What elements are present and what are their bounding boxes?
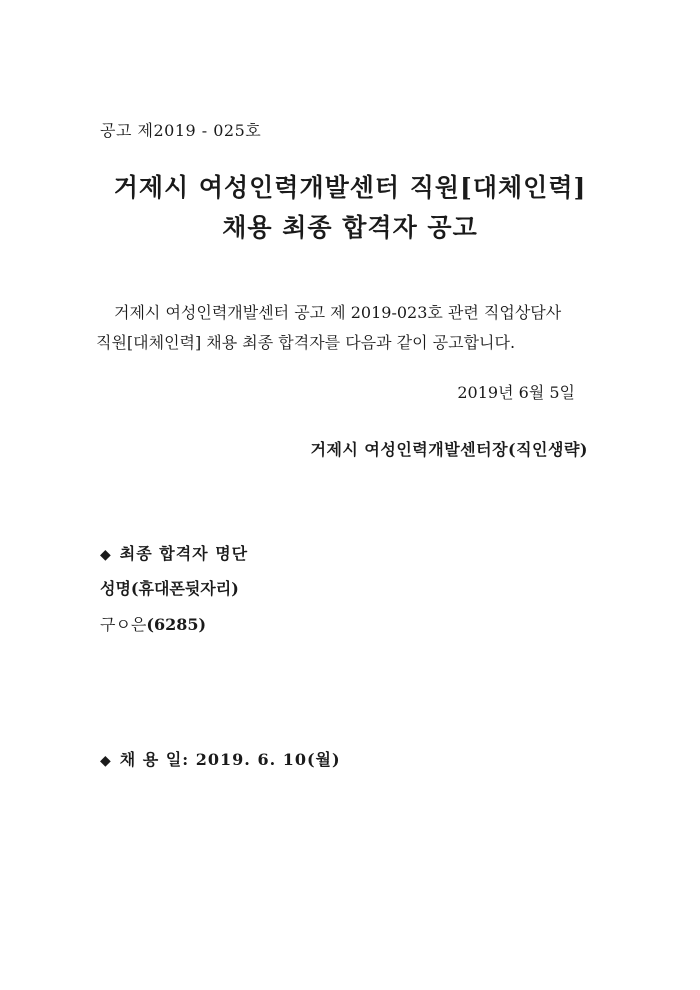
- notice-number: 공고 제2019 - 025호: [100, 121, 262, 140]
- column-label: 성명(휴대폰뒷자리): [100, 579, 239, 598]
- entry-name: 구ㅇ은: [100, 615, 147, 634]
- hire-date-heading: [100, 747, 341, 770]
- body-line-2: 직원[대체인력] 채용 최종 합격자를 다음과 같이 공고합니다.: [96, 333, 516, 352]
- diamond-bullet-icon: ◆: [100, 547, 112, 563]
- title-line-2: 채용 최종 합격자 공고: [222, 213, 478, 242]
- final-list-heading-text: 최종 합격자 명단: [119, 544, 249, 563]
- hire-date-text: 채 용 일: 2019. 6. 10(월): [119, 750, 341, 769]
- announcement-body: [96, 298, 616, 358]
- body-line-1: 거제시 여성인력개발센터 공고 제 2019-023호 관련 직업상담사: [114, 303, 562, 322]
- list-item: [100, 612, 206, 635]
- title-line-1: 거제시 여성인력개발센터 직원[대체인력]: [113, 173, 587, 202]
- announcement-date: 2019년 6월 5일: [457, 383, 575, 402]
- entry-phone: (6285): [146, 615, 207, 634]
- issuer: 거제시 여성인력개발센터장(직인생략): [310, 440, 588, 459]
- final-list-heading: [100, 541, 248, 564]
- diamond-bullet-icon: ◆: [100, 753, 112, 769]
